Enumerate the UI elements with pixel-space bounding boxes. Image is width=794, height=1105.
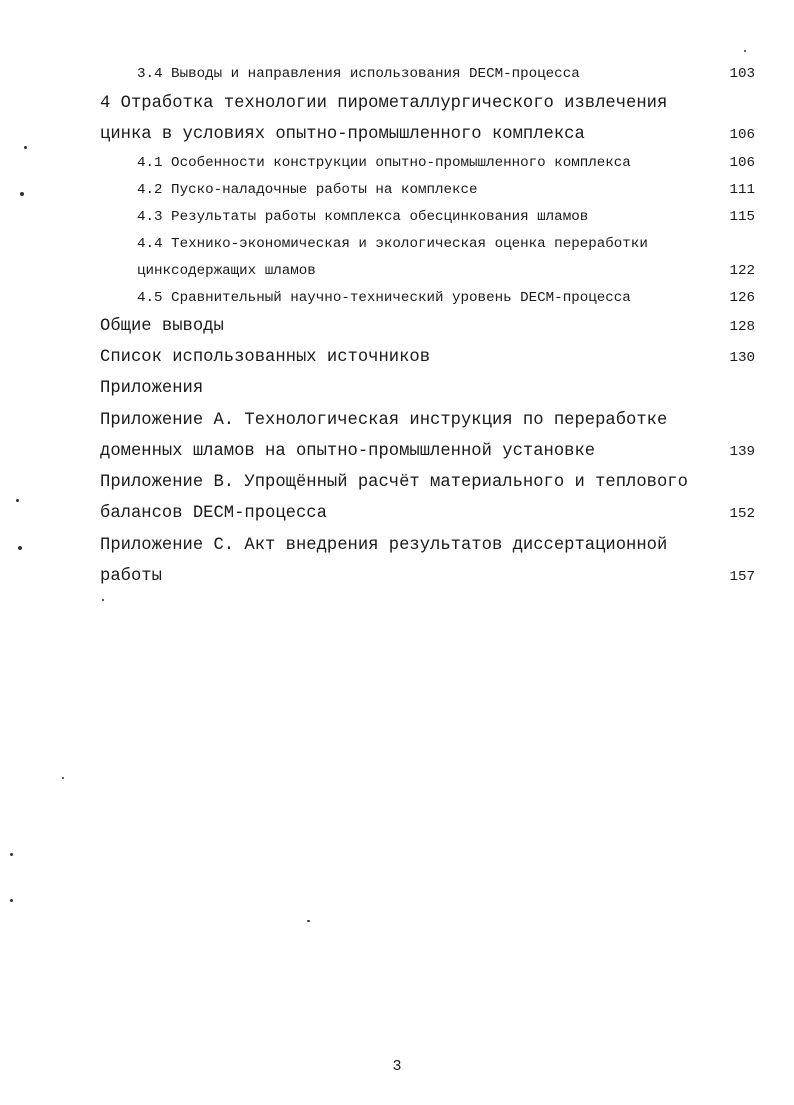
toc-entry-references: Список использованных источников [100, 348, 431, 367]
toc-entry-general-conclusions: Общие выводы [100, 317, 224, 336]
scan-speck [62, 777, 64, 779]
toc-page-references: 130 [729, 350, 755, 366]
toc-entry-4-3: 4.3 Результаты работы комплекса обесцинкования шламов [137, 209, 589, 225]
toc-entry-4-5: 4.5 Сравнительный научно-технический уровень DECM-процесса [137, 290, 631, 306]
toc-entry-appendix-c-line1: Приложение С. Акт внедрения результатов диссертационной [100, 536, 668, 555]
toc-page-4-4: 122 [729, 263, 755, 279]
toc-page-appendix-c: 157 [729, 569, 755, 585]
toc-entry-4-2: 4.2 Пуско-наладочные работы на комплексе [137, 182, 478, 198]
scan-speck [20, 192, 24, 196]
scan-speck [10, 899, 13, 902]
scan-speck [10, 853, 13, 856]
toc-entry-chapter-4-line1: 4 Отработка технологии пирометаллургического извлечения [100, 94, 668, 113]
toc-entry-appendix-b-line1: Приложение В. Упрощённый расчёт материального и теплового [100, 473, 688, 492]
toc-page-chapter-4: 106 [729, 127, 755, 143]
scan-speck [744, 50, 746, 52]
scan-speck [16, 499, 19, 502]
scan-speck [24, 146, 27, 149]
scan-speck [307, 920, 310, 922]
toc-page-4-5: 126 [729, 290, 755, 306]
scan-speck [18, 546, 22, 550]
toc-page-appendix-a: 139 [729, 444, 755, 460]
page-number: 3 [392, 1058, 402, 1075]
toc-entry-4-1: 4.1 Особенности конструкции опытно-промышленного комплекса [137, 155, 631, 171]
toc-entry-appendix-c-line2: работы [100, 567, 162, 586]
toc-page-appendix-b: 152 [729, 506, 755, 522]
toc-page-4-3: 115 [729, 209, 755, 225]
toc-page-4-1: 106 [729, 155, 755, 171]
toc-entry-chapter-4-line2: цинка в условиях опытно-промышленного комплекса [100, 125, 585, 144]
toc-page-general-conclusions: 128 [729, 319, 755, 335]
scan-speck [102, 599, 104, 601]
toc-entry-appendix-a-line2: доменных шламов на опытно-промышленной установке [100, 442, 596, 461]
toc-entry-4-4-line1: 4.4 Технико-экономическая и экологическая оценка переработки [137, 236, 648, 252]
toc-page-3-4: 103 [729, 66, 755, 82]
toc-entry-appendix-b-line2: балансов DECM-процесса [100, 504, 327, 523]
toc-entry-appendices: Приложения [100, 379, 204, 398]
toc-entry-4-4-line2: цинксодержащих шламов [137, 263, 316, 279]
toc-entry-3-4: 3.4 Выводы и направления использования DECM-процесса [137, 66, 580, 82]
toc-page-4-2: 111 [729, 182, 755, 198]
toc-entry-appendix-a-line1: Приложение А. Технологическая инструкция по переработке [100, 411, 668, 430]
